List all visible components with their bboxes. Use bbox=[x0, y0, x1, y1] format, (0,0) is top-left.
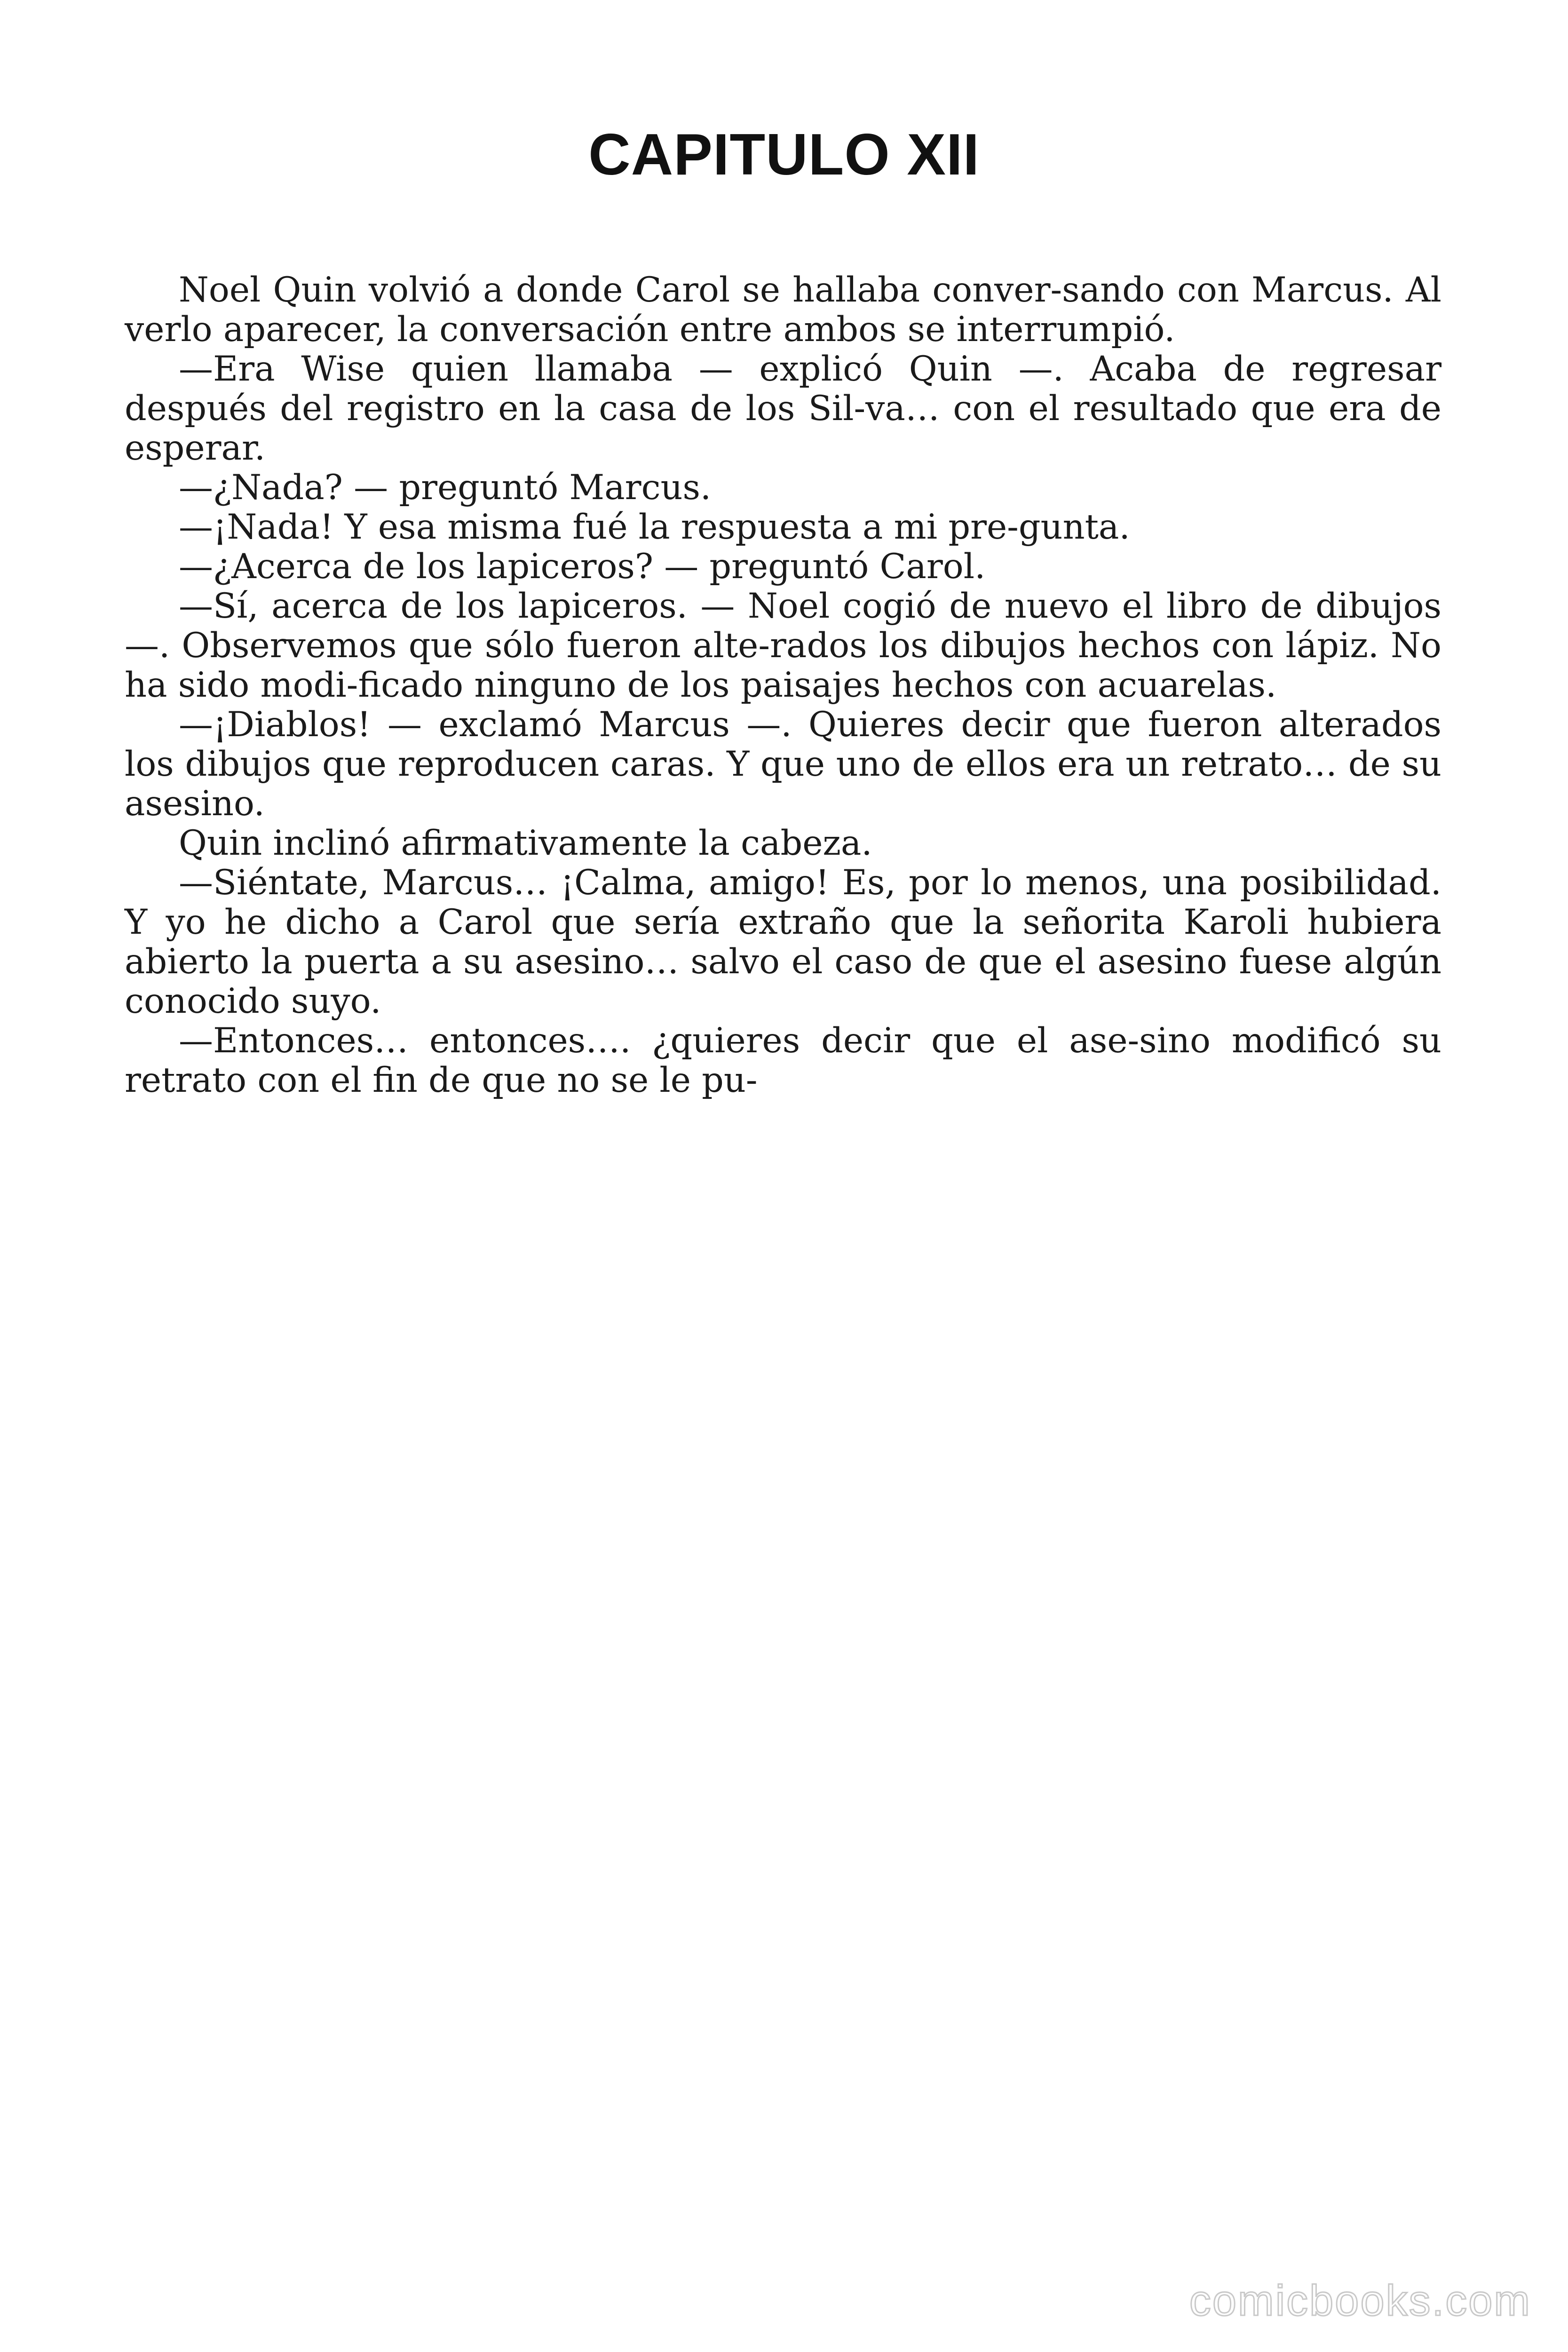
paragraph: Quin inclinó afirmativamente la cabeza. bbox=[179, 823, 872, 863]
watermark: comicbooks.com bbox=[1189, 2277, 1531, 2325]
paragraph: Noel Quin volvió a donde Carol se hallaba conver-sando con Marcus. Al verlo aparecer, la conversación entre ambos se interrumpió. bbox=[125, 270, 1441, 350]
paragraph: —¡Diablos! — exclamó Marcus —. Quieres decir que fueron alterados los dibujos que reproducen caras. Y que uno de ellos era un retrato… de su asesino. bbox=[125, 705, 1441, 824]
paragraph: —¿Acerca de los lapiceros? — preguntó Carol. bbox=[179, 547, 986, 587]
paragraph: —Siéntate, Marcus… ¡Calma, amigo! Es, por lo menos, una posibilidad. Y yo he dicho a Carol que sería extraño que la señorita Karoli hubiera abierto la puerta a su asesino… salvo el caso de que el asesino fuese algún conocido suyo. bbox=[125, 863, 1441, 1021]
paragraph: —Era Wise quien llamaba — explicó Quin —. Acaba de regresar después del registro en la casa de los Sil-va… con el resultado que era de esperar. bbox=[125, 349, 1441, 468]
paragraph: —¿Nada? — preguntó Marcus. bbox=[179, 468, 712, 508]
chapter-title: CAPITULO XII bbox=[588, 122, 980, 187]
paragraph: —Sí, acerca de los lapiceros. — Noel cogió de nuevo el libro de dibujos —. Observemos que sólo fueron alte-rados los dibujos hechos con lápiz. No ha sido modi-ficado ninguno de los paisajes hechos con acuarelas. bbox=[125, 586, 1441, 705]
chapter-body bbox=[125, 270, 1441, 1100]
paragraph: —Entonces… entonces…. ¿quieres decir que el ase-sino modificó su retrato con el fin de que no se le pu- bbox=[125, 1021, 1441, 1100]
paragraph: —¡Nada! Y esa misma fué la respuesta a mi pre-gunta. bbox=[179, 507, 1130, 547]
